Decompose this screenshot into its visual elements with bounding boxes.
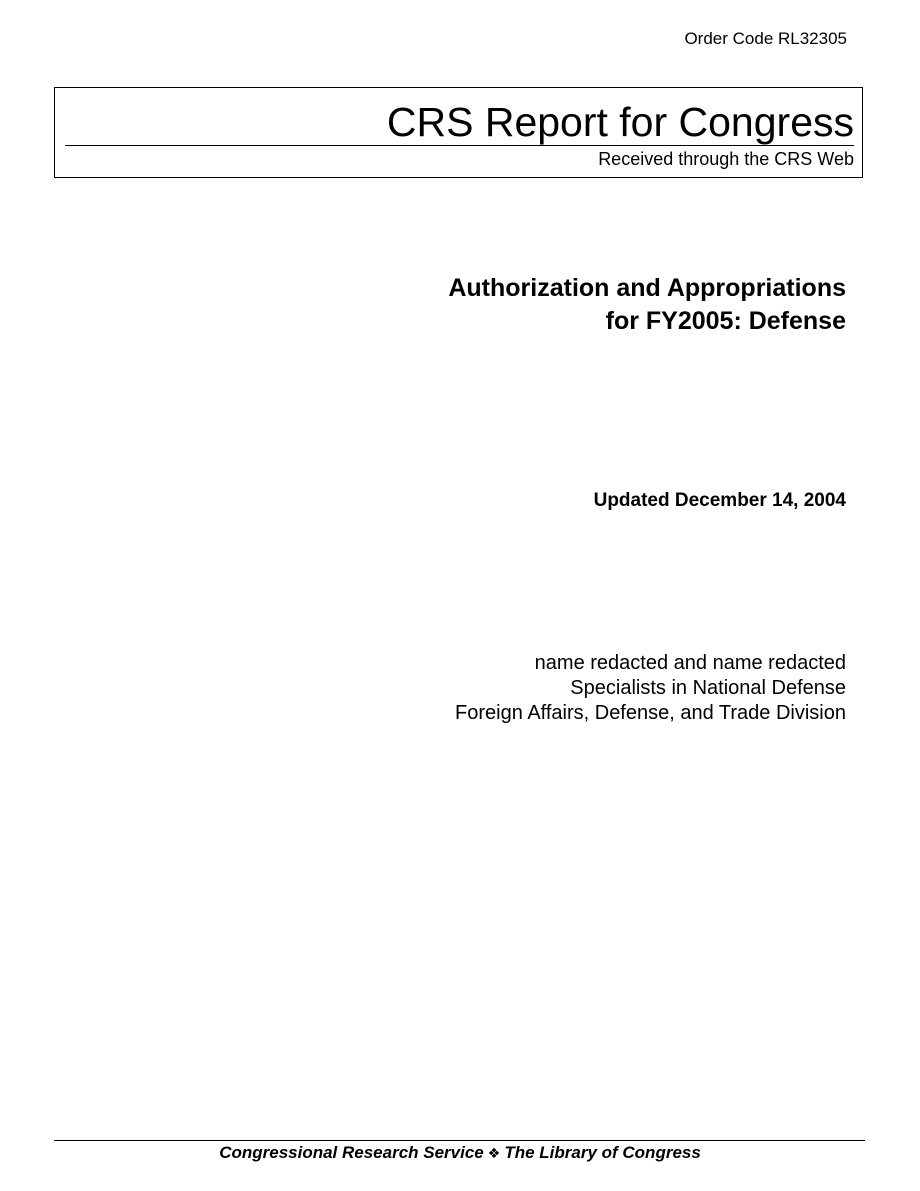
masthead-subtitle: Received through the CRS Web (598, 149, 854, 169)
footer-crs: Congressional Research Service (219, 1143, 484, 1162)
author-names: name redacted and name redacted (534, 652, 846, 674)
author-block (455, 651, 846, 726)
report-title-line-1: Authorization and Appropriations (448, 274, 846, 302)
report-title-line-2: for FY2005: Defense (605, 307, 846, 335)
footer-loc: The Library of Congress (504, 1143, 701, 1162)
masthead-title: CRS Report for Congress (386, 99, 854, 145)
footer-rule (54, 1140, 865, 1141)
updated-date: Updated December 14, 2004 (593, 490, 846, 511)
masthead-rule (65, 145, 854, 146)
order-code: Order Code RL32305 (684, 29, 847, 48)
author-division: Foreign Affairs, Defense, and Trade Division (455, 702, 846, 724)
footer (0, 1143, 920, 1163)
footer-separator-icon: ❖ (487, 1146, 501, 1162)
author-role: Specialists in National Defense (570, 677, 846, 699)
masthead-box (54, 87, 863, 178)
report-title (448, 272, 846, 338)
